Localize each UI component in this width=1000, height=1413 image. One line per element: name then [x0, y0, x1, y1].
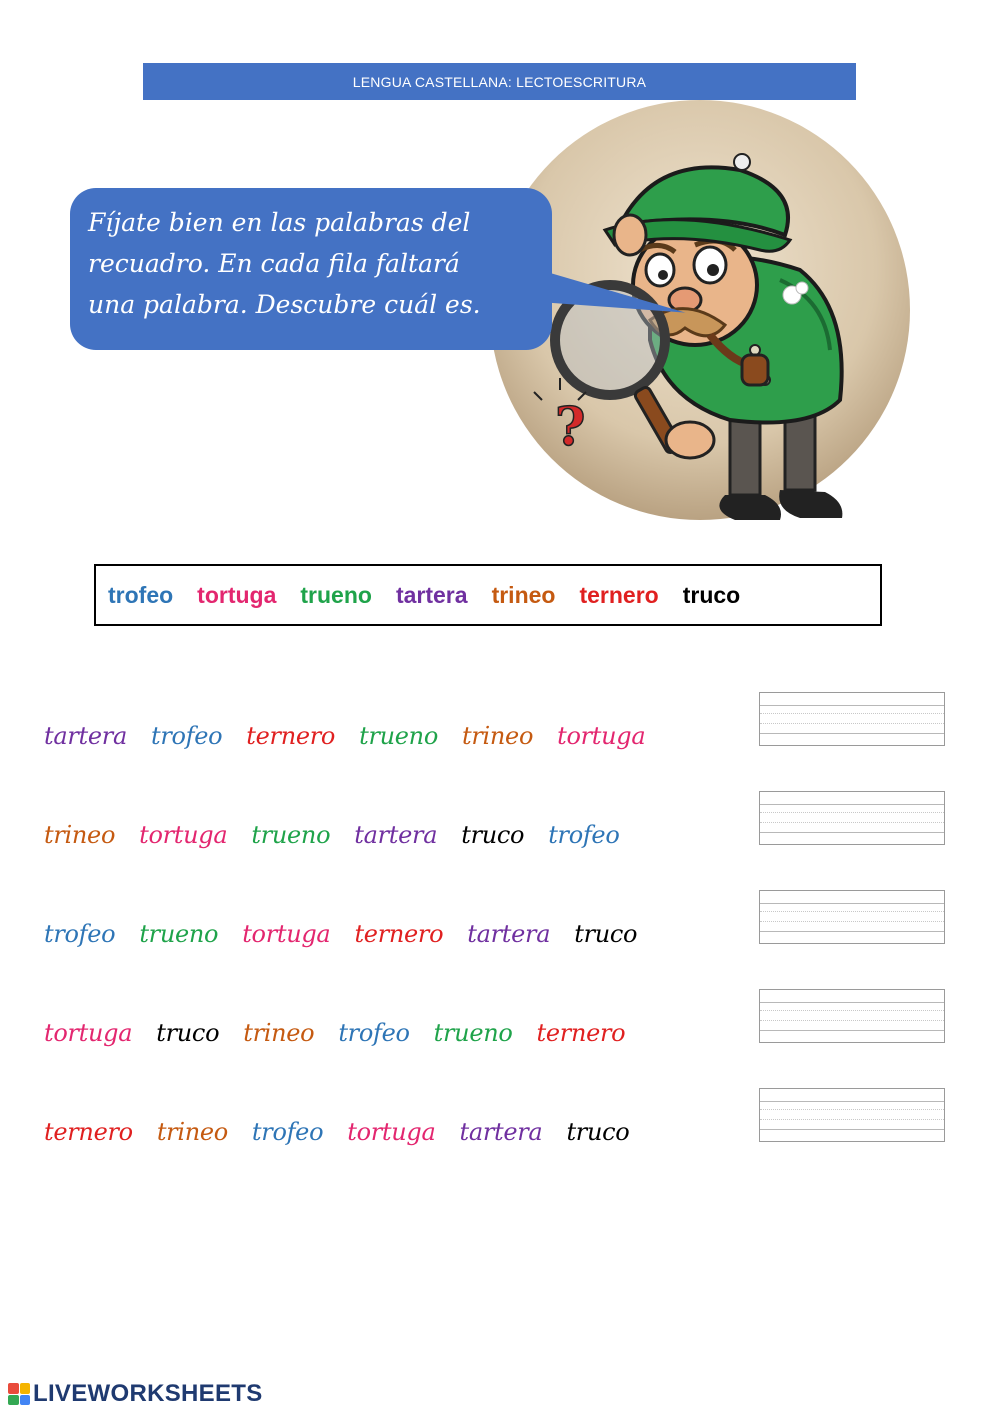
row-word: ternero	[354, 920, 444, 948]
row-word: ternero	[536, 1019, 626, 1047]
row-word: ternero	[246, 722, 336, 750]
row-word: trofeo	[548, 821, 620, 849]
row-word: trofeo	[251, 1118, 324, 1146]
row-word: trineo	[44, 821, 116, 849]
speech-line: una palabra. Descubre cuál es.	[88, 290, 481, 319]
row-word: trueno	[251, 821, 331, 849]
word-bank-item: trofeo	[108, 581, 174, 608]
page-title: LENGUA CASTELLANA: LECTOESCRITURA	[352, 73, 647, 90]
row-word: tortuga	[139, 821, 228, 849]
answer-field-2[interactable]	[759, 791, 945, 845]
exercise-row-1	[44, 722, 669, 750]
exercise-row-5	[44, 1118, 653, 1146]
word-bank-item: tortuga	[197, 581, 277, 608]
exercise-row-4	[44, 1019, 649, 1047]
row-word: tortuga	[347, 1118, 436, 1146]
row-word: tartera	[44, 722, 127, 750]
row-word: trueno	[139, 920, 219, 948]
word-bank-item: truco	[682, 581, 741, 608]
row-word: trofeo	[44, 920, 116, 948]
answer-field-3[interactable]	[759, 890, 945, 944]
word-bank-item: ternero	[579, 581, 659, 608]
row-word: tortuga	[242, 920, 331, 948]
row-word: tartera	[459, 1118, 543, 1146]
row-word: trueno	[359, 722, 438, 750]
speech-bubble	[70, 188, 552, 350]
row-word: trofeo	[338, 1019, 410, 1047]
word-bank-item: trineo	[491, 581, 556, 608]
row-word: trofeo	[150, 722, 223, 750]
row-word: ternero	[44, 1118, 133, 1146]
word-bank-box	[94, 564, 882, 626]
row-word: tartera	[467, 920, 551, 948]
exercise-row-2	[44, 821, 644, 849]
word-bank-item: tartera	[395, 581, 468, 608]
row-word: tartera	[354, 821, 438, 849]
row-word: truco	[461, 821, 525, 849]
row-word: truco	[574, 920, 638, 948]
footer-brand	[8, 1380, 263, 1408]
footer-brand-text: LIVEWORKSHEETS	[33, 1380, 263, 1407]
exercise-row-3	[44, 920, 661, 948]
liveworksheets-logo-icon	[8, 1383, 30, 1405]
word-bank-item: trueno	[300, 581, 372, 608]
row-word: truco	[566, 1118, 630, 1146]
speech-line: Fíjate bien en las palabras del	[88, 208, 471, 237]
row-word: trueno	[433, 1019, 513, 1047]
speech-line: recuadro. En cada fila faltará	[88, 249, 460, 278]
answer-field-5[interactable]	[759, 1088, 945, 1142]
row-word: trineo	[156, 1118, 228, 1146]
answer-field-1[interactable]	[759, 692, 945, 746]
svg-text:?: ?	[555, 397, 586, 458]
answer-field-4[interactable]	[759, 989, 945, 1043]
row-word: trineo	[243, 1019, 315, 1047]
row-word: truco	[156, 1019, 220, 1047]
row-word: tortuga	[557, 722, 646, 750]
row-word: tortuga	[44, 1019, 133, 1047]
page-title-bar	[143, 63, 856, 100]
row-word: trineo	[461, 722, 534, 750]
